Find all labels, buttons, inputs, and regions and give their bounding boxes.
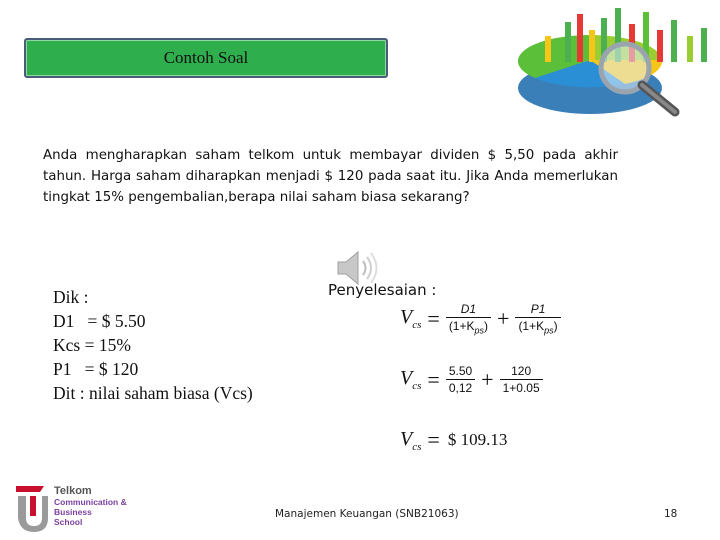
- equals-sign: =: [427, 366, 440, 392]
- given-heading: Dik :: [53, 287, 89, 307]
- plus-sign: +: [497, 305, 510, 331]
- logo-line-1: Telkom: [54, 485, 92, 497]
- given-line: D1 = $ 5.50: [53, 311, 146, 331]
- footer-course: Manajemen Keuangan (SNB21063): [275, 508, 459, 520]
- fraction-price: $\frac{P1}{(1+K_{ps})}$: [515, 302, 560, 335]
- given-line: Kcs = 15%: [53, 335, 131, 355]
- pie-chart-magnifier-illustration: [505, 0, 720, 125]
- result-value: $ 109.13: [447, 430, 508, 449]
- slide-title: Contoh Soal: [163, 48, 249, 67]
- fraction-price-value: $\frac{120}{1+0.05}$: [500, 364, 543, 395]
- equals-sign: =: [427, 427, 440, 452]
- page-number: 18: [664, 508, 678, 520]
- solution-heading: Penyelesaian :: [328, 281, 437, 299]
- given-line: P1 = $ 120: [53, 359, 139, 379]
- equals-sign: =: [427, 305, 440, 331]
- equation-result: [400, 427, 507, 453]
- equation-substituted: [400, 364, 543, 395]
- given-section: [53, 285, 253, 405]
- telkom-cbs-logo: [14, 482, 154, 534]
- problem-statement: Anda mengharapkan saham telkom untuk membayar dividen $ 5,50 pada akhir tahun. Harga saham diharapkan menjadi $ 120 pada saat itu. Jika Anda memerlukan tingkat 15% pengembalian,berapa nilai saham biasa sekarang?: [43, 148, 618, 205]
- logo-line-2: Communication &: [54, 497, 127, 507]
- logo-line-4: School: [54, 517, 83, 527]
- given-line: Dit : nilai saham biasa (Vcs): [53, 383, 253, 403]
- fraction-dividend-value: $\frac{5.50}{0,12}$: [446, 364, 475, 395]
- fraction-dividend: $\frac{D1}{(1+K_{ps})}$: [446, 302, 491, 335]
- vcs-symbol: $V_{cs}$: [400, 367, 422, 392]
- slide-title-box: [24, 38, 388, 78]
- vcs-symbol: $V_{cs}$: [400, 427, 422, 453]
- vcs-symbol: $V_{cs}$: [400, 306, 422, 332]
- logo-line-3: Business: [54, 507, 92, 517]
- equation-formula: [400, 302, 561, 335]
- plus-sign: +: [481, 366, 494, 392]
